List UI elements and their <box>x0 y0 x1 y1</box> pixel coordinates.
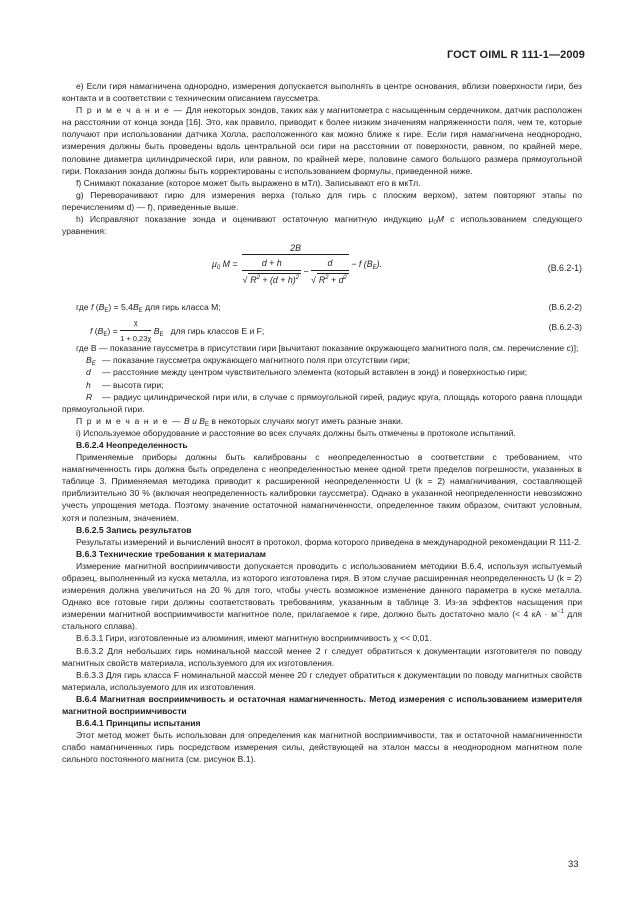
page-number: 33 <box>568 859 579 870</box>
superscript: −1 <box>557 609 564 616</box>
heading-b624: B.6.2.4 Неопределенность <box>76 439 188 450</box>
note-text: B и B <box>184 415 206 426</box>
para-b631: B.6.3.1 Гири, изготовленные из алюминия, имеют магнитную восприимчивость χ << 0,01. <box>76 633 432 644</box>
def-b: где B — показание гауссметра в присутствии гири [вычитают показание окружающего магнитного поля, см. перечисление c)]; <box>76 343 579 354</box>
class-ef-text: для гирь классов E и F; <box>170 326 265 337</box>
equation-b621: $\mu_0$ M = 2B $\frac{d + h}{√ R^2 + (d + h)^2}$ − $\frac{d}{√ R^2 + d^2}$ − f $(B_E)$. (B.6.2-1) <box>212 243 582 286</box>
para-b641: Этот метод может быть использован для определения как магнитной восприимчивости, так и остаточной намагниченности слабо намагниченных гирь посредством измерения силы, действующей на эталон массы в неоднородном магнитном поле сильного постоянного магнита (см. рисунок B.1). <box>62 730 582 765</box>
heading-b63: B.6.3 Технические требования к материалам <box>76 548 266 559</box>
item-g: g) Переворачивают гирю для измерения верха (только для гирь с плоским верхом), затем повторяют этапы по перечислениям d) — f), приведенные выше. <box>62 189 582 212</box>
def-text: — высота гири; <box>102 379 164 390</box>
item-f: f) Снимают показание (которое может быть выражено в мТл). Записывают его в мкТл. <box>76 177 421 188</box>
item-h: h) Исправляют показание зонда и оценивают остаточную магнитную индукцию $\mu_0M$ с использованием следующего уравнения: <box>62 214 582 237</box>
document-body <box>62 80 582 766</box>
para-b632: B.6.3.2 Для небольших гирь номинальной массой менее 2 г следует обратиться к документации изготовителя по поводу магнитных свойств материала, используемого для их изготовления. <box>62 645 582 668</box>
note-tail: в некоторых случаях могут иметь разные знаки. <box>209 415 404 426</box>
para-text: Измерение магнитной восприимчивости допускается проводить с использованием методики B.6.4, используя испытуемый образец, выполненный из куска металла, из которого изготовлена гиря. В этом случае расширенная неопределенность U (k = 2) измерения должна увеличиться на 20 % для того, чтобы учесть возможное изменение данного параметра в куске металла. Однако все готовые гири должны соответствовать требованиям, указанным в таблице 3. Из-за эффектов насыщения при измерении магнитной восприимчивости магнитное поле, прилагаемое к гире, должно быть достаточно мало (< 4 кА · м <box>62 560 582 620</box>
note-label: П р и м е ч а н и е — <box>76 415 182 426</box>
def-text: — показание гауссметра окружающего магнитного поля при отсутствии гири; <box>102 355 411 366</box>
def-text: — радиус цилиндрической гири или, в случае с прямоугольной гирей, радиус круга, площадь которого равна площади прямоугольной гири. <box>62 391 582 414</box>
item-h-text: h) Исправляют показание зонда и оценивают остаточную магнитную индукцию μ <box>76 214 434 225</box>
equation-b623: f $(B_E)$ = $\frac{\chi}{1 + 0,23\chi}$ $B_E$ для гирь классов E и F; (B.6.2-3) <box>90 318 582 344</box>
equation-number: (B.6.2-3) <box>548 322 582 333</box>
def-d: d — расстояние между центром чувствительного элемента (который вставлен в зонд) и поверхностью гири; <box>86 367 528 378</box>
note-1 <box>62 104 582 177</box>
heading-b64: B.6.4 Магнитная восприимчивость и остаточная намагниченность. Метод измерения с использованием измерителя магнитной восприимчивости <box>62 693 582 717</box>
equation-b622: где f $(B_E) = 5,4B_E$ для гирь класса M; (B.6.2-2) <box>76 302 582 315</box>
note-2: П р и м е ч а н и е — B и $B_E$ в некоторых случаях могут иметь разные знаки. <box>76 415 404 428</box>
item-h-tail: с использованием следующего уравнения: <box>62 214 582 237</box>
heading-b641: B.6.4.1 Принципы испытания <box>76 718 201 729</box>
note-text: Для некоторых зондов, таких как у магнитометра с насыщенным сердечником, датчик расположен на расстоянии от конца зонда [16]. Это, как правило, приводит к более низким значениям напряженности поля, чем те, которые получают при использовании датчика Холла, расположенного как можно ближе к гире. Если гиря намагничена неоднородно, измерения должны быть проведены вдоль центральной оси гири на расстоянии от поверхности, равном, по крайней мере, половине диаметра цилиндрической гири, или равном, по крайней мере, половине самого большого размера прямоугольной гири. Показания зонда должны быть корректированы с использованием формулы, приведенной ниже. <box>62 105 582 176</box>
item-i: i) Используемое оборудование и расстояние во всех случаях должны быть отмечены в протоколе испытаний. <box>76 427 516 438</box>
def-be: $B_E$ — показание гауссметра окружающего магнитного поля при отсутствии гири; <box>86 355 411 368</box>
para-b63 <box>62 560 582 633</box>
equation-number: (B.6.2-1) <box>547 263 582 274</box>
para-b633: B.6.3.3 Для гирь класса F номинальной массой менее 20 г следует обратиться к документации по поводу магнитных свойств материала, используемого для их изготовления. <box>62 669 582 692</box>
note-label: П р и м е ч а н и е — <box>76 105 184 116</box>
item-e: e) Если гиря намагничена однородно, измерения допускается выполнять в центре основания, вблизи поверхности гири, без контакта и в соответствии с техническим описанием гауссметра. <box>62 81 582 104</box>
para-b625: Результаты измерений и вычислений вносят в протокол, форма которого приведена в международной рекомендации R 111-2. <box>76 536 582 547</box>
def-r: R — радиус цилиндрической гири или, в случае с прямоугольной гирей, радиус круга, площадь которого равна площади прямоугольной гири. <box>62 391 582 414</box>
equation-number: (B.6.2-2) <box>548 302 582 313</box>
para-tail: для стального сплава). <box>62 609 582 632</box>
heading-b625: B.6.2.5 Запись результатов <box>76 524 192 535</box>
def-text: — расстояние между центром чувствительного элемента (который вставлен в зонд) и поверхностью гири; <box>102 367 528 378</box>
page-header: ГОСТ OIML R 111-1—2009 <box>446 49 585 61</box>
def-h: h — высота гири; <box>86 379 164 390</box>
para-b624: Применяемые приборы должны быть калиброваны с неопределенностью в соответствии с требованием, что намагниченность гирь должна быть определена с неопределенностью менее одной трети пределов погрешности, указанных в таблице 3. Применяемая методика приводит к расширенной неопределенности U (k = 2) намагничивания, составляющей приблизительно 30 % (включая неопределенность калибровки гауссметра). Однако в указанной неопределенности невозможно учесть упрощения метода. Поэтому значение остаточной намагниченности, определенное таким образом, считают условным, хотя и полезным, значением. <box>62 452 582 523</box>
